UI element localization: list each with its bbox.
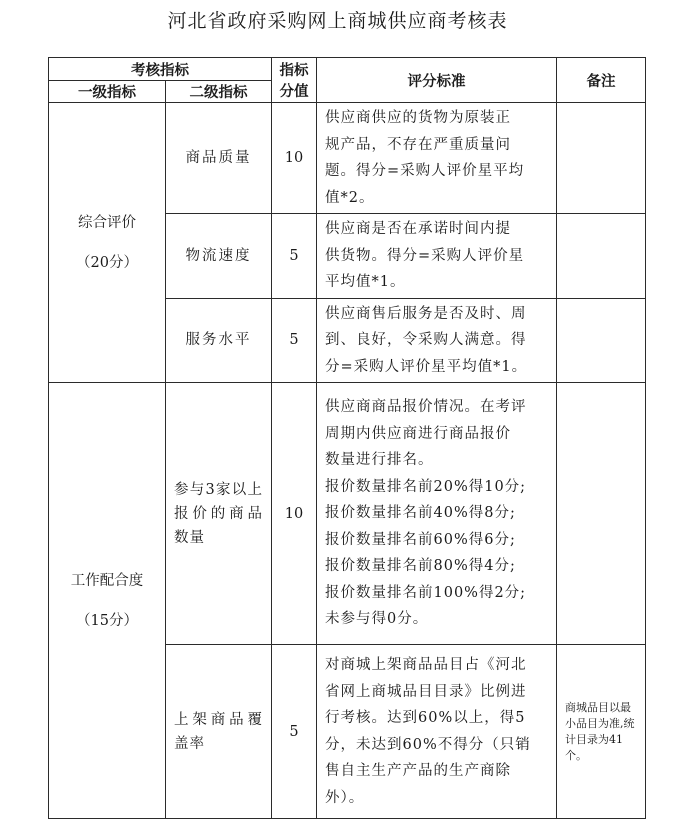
- criteria-line: 规产品，不存在严重质量问: [325, 136, 511, 153]
- criteria-line: 报价数量排名前20%得10分;: [325, 478, 527, 495]
- criteria-line: 供应商是否在承诺时间内提: [325, 221, 511, 237]
- item-score: 10: [272, 103, 317, 214]
- criteria-line: 分=采购人评价星平均值*1。: [325, 358, 528, 375]
- item-name: 上架商品覆盖率: [166, 645, 272, 819]
- header-indicator-group: 考核指标: [49, 58, 272, 81]
- section-cooperation: [49, 383, 166, 819]
- item-name: 服务水平: [166, 298, 272, 383]
- criteria-line: 报价数量排名前80%得4分;: [325, 558, 516, 575]
- item-score: 10: [272, 383, 317, 645]
- table-row: [49, 103, 646, 214]
- item-criteria: [317, 214, 557, 299]
- item-score: 5: [272, 645, 317, 819]
- item-note: [557, 214, 646, 299]
- item-name: 参与3家以上报价的商品数量: [166, 383, 272, 645]
- section-name: 综合评价: [78, 214, 136, 231]
- item-score: 5: [272, 214, 317, 299]
- item-name: 商品质量: [166, 103, 272, 214]
- item-criteria: [317, 298, 557, 383]
- table-row: [49, 383, 646, 645]
- item-criteria: [317, 645, 557, 819]
- criteria-line: 值*2。: [325, 189, 375, 206]
- item-note: [557, 103, 646, 214]
- criteria-line: 行考核。达到60%以上，得5: [325, 710, 526, 726]
- criteria-line: 题。得分=采购人评价星平均: [325, 163, 525, 179]
- criteria-line: 未参与得0分。: [325, 611, 429, 628]
- criteria-line: 供应商商品报价情况。在考评: [325, 399, 527, 416]
- criteria-line: 分，未达到60%不得分（只销: [325, 736, 531, 753]
- criteria-line: 周期内供应商进行商品报价: [325, 425, 511, 442]
- criteria-line: 省网上商城品目目录》比例进: [325, 683, 527, 700]
- criteria-line: 售自主生产产品的生产商除: [325, 763, 511, 779]
- item-criteria: [317, 103, 557, 214]
- header-level2: 二级指标: [166, 81, 272, 103]
- item-note: [557, 383, 646, 645]
- assessment-table: [48, 57, 646, 819]
- section-points: （20分）: [76, 254, 138, 271]
- criteria-line: 报价数量排名前100%得2分;: [325, 584, 527, 601]
- criteria-line: 供货物。得分=采购人评价星: [325, 247, 525, 264]
- criteria-line: 报价数量排名前40%得8分;: [325, 505, 516, 522]
- section-name: 工作配合度: [70, 572, 144, 589]
- item-score: 5: [272, 298, 317, 383]
- item-note: 商城品目以最小品目为准,统计目录为41个。: [557, 645, 646, 819]
- item-criteria: [317, 383, 557, 645]
- item-note: [557, 298, 646, 383]
- criteria-line: 供应商供应的货物为原装正: [325, 110, 511, 126]
- criteria-line: 供应商售后服务是否及时、周: [325, 305, 527, 322]
- header-level1: 一级指标: [49, 81, 166, 103]
- item-name: 物流速度: [166, 214, 272, 299]
- section-comprehensive: [49, 103, 166, 383]
- criteria-line: 数量进行排名。: [325, 452, 434, 469]
- page-title: 河北省政府采购网上商城供应商考核表: [167, 10, 508, 32]
- header-remarks: 备注: [557, 58, 646, 103]
- criteria-line: 报价数量排名前60%得6分;: [325, 531, 516, 548]
- criteria-line: 到、良好，令采购人满意。得: [325, 332, 527, 348]
- header-score-line1: 指标: [279, 63, 309, 79]
- criteria-line: 对商城上架商品品目占《河北: [325, 657, 527, 673]
- header-criteria: 评分标准: [317, 58, 557, 103]
- header-row: [49, 58, 646, 81]
- header-score: [272, 58, 317, 103]
- criteria-line: 平均值*1。: [325, 274, 406, 290]
- criteria-line: 外）。: [325, 789, 365, 806]
- header-score-line2: 分值: [279, 84, 309, 100]
- section-points: （15分）: [76, 612, 138, 629]
